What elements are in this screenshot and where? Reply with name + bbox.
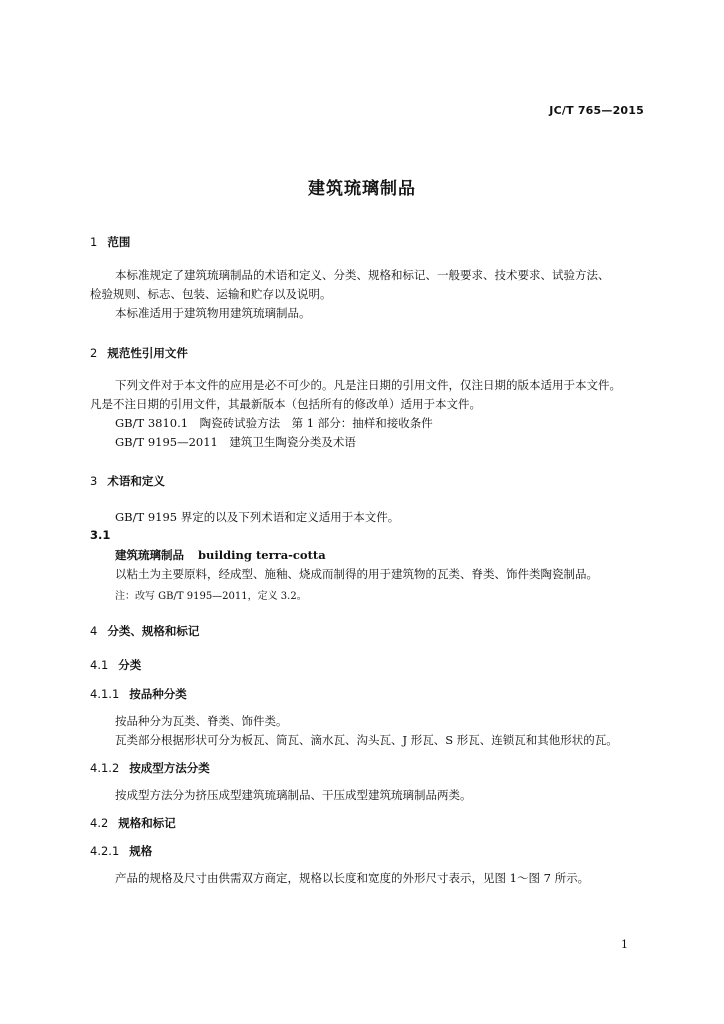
term-entry [115,547,326,563]
section-number: 4.2 [90,816,109,830]
text-line: GB/T 9195 界定的以及下列术语和定义适用于本文件。 [115,510,400,524]
subsection-4-1-heading [90,657,141,673]
text-line: 本标准规定了建筑琉璃制品的术语和定义、分类、规格和标记、一般要求、技术要求、试验方法、 [115,268,610,282]
section-number: 3 [90,474,98,488]
section-number: 1 [90,235,98,249]
reference-item: GB/T 3810.1 陶瓷砖试验方法 第 1 部分：抽样和接收条件 [115,416,433,430]
subsection-4-2-1-paragraph [90,869,642,888]
section-2-paragraph [90,376,642,452]
text-line: 按成型方法分为挤压成型建筑琉璃制品、干压成型建筑琉璃制品两类。 [115,788,472,802]
text-line: 瓦类部分根据形状可分为板瓦、筒瓦、滴水瓦、沟头瓦、J 形瓦、S 形瓦、连锁瓦和其他形状的瓦。 [115,733,618,747]
section-title: 分类、规格和标记 [107,624,200,638]
reference-item: GB/T 9195—2011 建筑卫生陶瓷分类及术语 [115,435,356,449]
section-2-heading [90,345,188,361]
section-title: 按品种分类 [129,687,187,701]
section-number: 4 [90,624,98,638]
text-line: 本标准适用于建筑物用建筑琉璃制品。 [115,306,311,320]
section-title: 规范性引用文件 [107,346,188,360]
term-definition [90,565,642,584]
section-title: 术语和定义 [107,474,165,488]
page-number: 1 [621,938,628,951]
section-title: 规格 [129,844,153,858]
text-line: 下列文件对于本文件的应用是必不可少的。凡是注日期的引用文件，仅注日期的版本适用于本文件。 [115,378,621,392]
subsection-3-1-number: 3.1 [90,528,111,542]
subsection-4-1-2-heading [90,760,210,776]
section-number: 4.1.1 [90,687,120,701]
section-number: 4.1.2 [90,761,120,775]
section-1-paragraph [90,266,642,323]
text-line: 凡是不注日期的引用文件，其最新版本（包括所有的修改单）适用于本文件。 [90,397,481,411]
section-3-heading [90,473,165,489]
term-english: building terra-cotta [198,548,326,562]
section-number: 4.1 [90,658,109,672]
section-title: 范围 [107,235,131,249]
section-title: 按成型方法分类 [129,761,210,775]
section-title: 规格和标记 [118,816,176,830]
subsection-4-1-1-paragraph [90,712,642,750]
section-3-paragraph [90,508,642,527]
subsection-4-1-1-heading [90,686,187,702]
section-number: 2 [90,346,98,360]
text-line: 检验规则、标志、包装、运输和贮存以及说明。 [90,287,332,301]
section-1-heading [90,234,130,250]
section-title: 分类 [118,658,142,672]
text-line: 产品的规格及尺寸由供需双方商定，规格以长度和宽度的外形尺寸表示，见图 1～图 7 所示。 [115,871,590,885]
text-line: 按品种分为瓦类、脊类、饰件类。 [115,714,288,728]
term-chinese: 建筑琉璃制品 [115,548,184,562]
subsection-4-2-heading [90,815,176,831]
text-line: 以粘土为主要原料，经成型、施釉、烧成而制得的用于建筑物的瓦类、脊类、饰件类陶瓷制品。 [115,567,598,581]
section-number: 4.2.1 [90,844,120,858]
subsection-4-1-2-paragraph [90,786,642,805]
term-note: 注：改写 GB/T 9195—2011，定义 3.2。 [115,591,307,602]
subsection-4-2-1-heading [90,843,152,859]
document-title: 建筑琉璃制品 [308,179,416,199]
standard-code: JC/T 765—2015 [549,104,644,117]
section-4-heading [90,623,199,639]
